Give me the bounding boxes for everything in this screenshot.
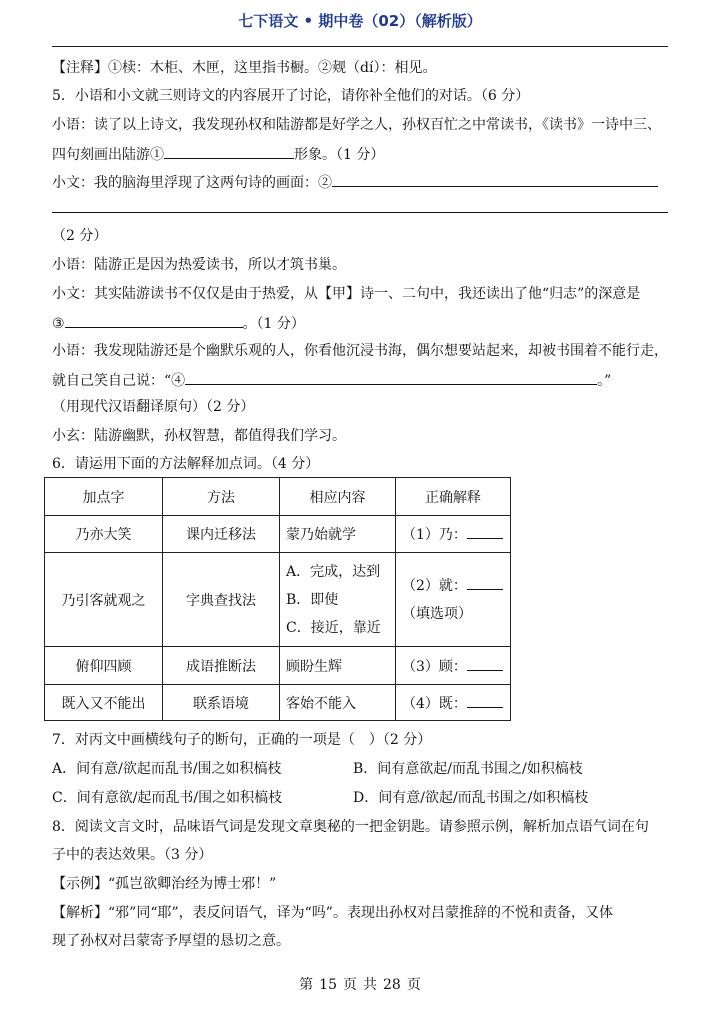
page-header-title: 七下语文 • 期中卷（02）（解析版） — [238, 12, 482, 30]
page-number: 15 — [319, 977, 337, 993]
table-header-cell: 方法 — [163, 478, 280, 516]
method-cell: 字典查找法 — [163, 553, 280, 647]
q5-translate-note: （用现代汉语翻译原句）（2 分） — [52, 399, 255, 415]
q7-option-a[interactable]: A．间有意/欲起而乱书/围之如积槁枝 — [52, 761, 282, 777]
footer-ye2: 页 — [406, 977, 421, 993]
content-cell: 客始不能入 — [280, 685, 396, 721]
q6-stem: 6．请运用下面的方法解释加点词。（4 分） — [52, 456, 320, 472]
table-row — [45, 553, 511, 647]
q7-stem: 7．对丙文中画横线句子的断句，正确的一项是（ ）（2 分） — [52, 732, 432, 748]
answer-label: （1）乃： — [402, 527, 467, 543]
answer-cell — [396, 553, 511, 647]
answer-cell — [396, 516, 511, 553]
content-cell: 顾盼生辉 — [280, 647, 396, 685]
q5-xiaoyu-line2 — [52, 143, 384, 165]
q5-xiaowen-text: 小文：我的脑海里浮现了这两句诗的画面：② — [52, 175, 332, 191]
q8-stem-line2: 子中的表达效果。（3 分） — [52, 847, 213, 863]
q8-example: 【示例】“孤岂欲卿治经为博士邪！” — [52, 876, 277, 892]
footer-di: 第 — [299, 977, 314, 993]
q5-points-3: 。（1 分） — [242, 316, 305, 332]
q8-analysis-line1: 【解析】“邪”同“耶”，表反问语气，译为“吗”。表现出孙权对吕蒙推辞的不悦和责备，又体 — [52, 905, 613, 921]
option-a: A．完成，达到 — [286, 563, 381, 580]
option-b: B．即使 — [286, 591, 339, 608]
table-header-cell: 加点字 — [45, 478, 163, 516]
answer-blank[interactable] — [467, 575, 503, 590]
q7-option-b[interactable]: B．间有意欲起/而乱书围之/如积槁枝 — [353, 761, 583, 777]
answer-blank-3[interactable] — [65, 312, 243, 328]
answer-label: （2）就： — [402, 577, 467, 594]
q7-option-c[interactable]: C．间有意欲/起而乱书/围之如积槁枝 — [52, 790, 283, 806]
footer-ye: 页 — [343, 977, 357, 993]
method-cell: 课内迁移法 — [163, 516, 280, 553]
answer-blank-2b[interactable] — [52, 196, 668, 213]
table-row — [45, 516, 511, 553]
answer-label: （4）既： — [402, 695, 467, 712]
phrase-cell: 乃亦大笑 — [45, 516, 163, 553]
q5-points-1: 形象。（1 分） — [294, 147, 385, 163]
table-header-cell: 正确解释 — [396, 478, 511, 516]
q5-xiaowen-line2: 小文：其实陆游读书不仅仅是由于热爱，从【甲】诗一、二句中，我还读出了他“归志”的深意是 — [52, 286, 641, 302]
circle-num-3: ③ — [52, 316, 65, 332]
method-cell: 联系语境 — [163, 685, 280, 721]
options-cell — [280, 553, 396, 647]
phrase-cell: 俯仰四顾 — [45, 647, 163, 685]
q7-option-d[interactable]: D．间有意/欲起/而乱书围之/如积槁枝 — [353, 790, 589, 806]
page-footer — [0, 974, 720, 994]
q5-xiaowen-line3 — [52, 312, 305, 334]
q5-xiaoyu-line2-text: 四句刻画出陆游① — [52, 147, 164, 163]
content-cell: 蒙乃始就学 — [280, 516, 396, 553]
answer-blank[interactable] — [467, 693, 503, 708]
q8-analysis-line2: 现了孙权对吕蒙寄予厚望的恳切之意。 — [52, 933, 290, 949]
header-divider — [52, 46, 668, 47]
phrase-cell: 乃引客就观之 — [45, 553, 163, 647]
method-cell: 成语推断法 — [163, 647, 280, 685]
answer-blank[interactable] — [467, 656, 503, 671]
table-header-row — [45, 478, 511, 516]
q5-xiaoxuan-line: 小玄：陆游幽默，孙权智慧，都值得我们学习。 — [52, 428, 346, 444]
q5-xiaowen-line1 — [52, 171, 658, 193]
q5-points-2: （2 分） — [52, 228, 108, 244]
answer-cell — [396, 647, 511, 685]
answer-blank-4[interactable] — [185, 369, 597, 385]
q5-xiaoyu-line4: 小语：我发现陆游还是个幽默乐观的人，你看他沉浸书海，偶尔想要站起来，却被书围着不能行走， — [52, 343, 668, 359]
footer-gong: 共 — [363, 977, 377, 993]
q5-close-quote: 。” — [597, 373, 612, 389]
table-row — [45, 685, 511, 721]
answer-blank-1[interactable] — [164, 143, 294, 159]
answer-blank[interactable] — [467, 524, 503, 539]
page-total: 28 — [383, 977, 401, 993]
table-row — [45, 647, 511, 685]
answer-blank-2a[interactable] — [332, 171, 658, 187]
annotation-note: 【注释】①椟：木柜、木匣，这里指书橱。②觌（dí）：相见。 — [52, 60, 437, 76]
answer-note: （填选项） — [402, 605, 472, 622]
q5-xiaoyu-line5 — [52, 369, 611, 391]
q8-stem-line1: 8．阅读文言文时，品味语气词是发现文章奥秘的一把金钥匙。请参照示例，解析加点语气词在句 — [52, 819, 649, 835]
q5-xiaoyu-line3: 小语：陆游正是因为热爱读书，所以才筑书巢。 — [52, 257, 346, 273]
q6-table — [44, 477, 511, 721]
q5-stem: 5．小语和小文就三则诗文的内容展开了讨论，请你补全他们的对话。（6 分） — [52, 88, 530, 104]
option-c: C．接近，靠近 — [286, 619, 381, 636]
table-header-cell: 相应内容 — [280, 478, 396, 516]
phrase-cell: 既入又不能出 — [45, 685, 163, 721]
q5-xiaoyu-line5-text: 就自己笑自己说：“④ — [52, 373, 186, 389]
answer-label: （3）顾： — [402, 658, 467, 675]
answer-cell — [396, 685, 511, 721]
q5-xiaoyu-line1: 小语：读了以上诗文，我发现孙权和陆游都是好学之人，孙权百忙之中常读书，《读书》一诗中三、 — [52, 117, 661, 133]
